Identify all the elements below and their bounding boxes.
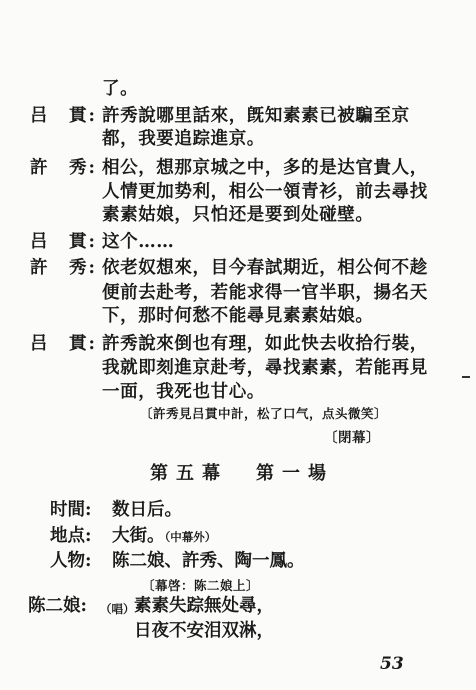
page-number: 53 bbox=[380, 654, 404, 674]
verse-line: 素素失踪無处尋， bbox=[134, 596, 274, 616]
line-text: 了。 bbox=[102, 79, 139, 99]
info-label: 地点: bbox=[50, 526, 92, 546]
line-text: 我就即刻進京赴考，尋找素素，若能再見 bbox=[102, 358, 428, 378]
scene-heading bbox=[150, 459, 334, 485]
speaker-label: 許 秀: bbox=[30, 158, 97, 178]
speaker-label: 吕 貫: bbox=[30, 106, 97, 126]
scene-title: 第一場 bbox=[256, 463, 334, 484]
info-text: 陈二娘、許秀、陶一鳳。 bbox=[112, 551, 305, 571]
curtain-direction: 〔閉幕〕 bbox=[324, 430, 380, 446]
speaker-label: 許 秀: bbox=[30, 258, 97, 278]
line-text: 一面，我死也甘心。 bbox=[102, 382, 265, 402]
margin-mark bbox=[462, 376, 470, 378]
line-text: 素素姑娘，只怕还是要到处碰壁。 bbox=[102, 205, 374, 225]
info-label: 时間: bbox=[50, 500, 92, 520]
line-text: 許秀說來倒也有理，如此快去收拾行裝， bbox=[102, 334, 428, 354]
info-text: 大街。（中幕外） bbox=[112, 526, 217, 546]
line-text: 依老奴想來，目今春試期近，相公何不趁 bbox=[102, 258, 428, 278]
line-text: 許秀說哪里話來，旣知素素已被騙至京 bbox=[102, 106, 410, 126]
line-text: 人情更加势利，相公一領青衫，前去尋找 bbox=[102, 182, 428, 202]
verse-line: 日夜不安泪双淋， bbox=[134, 621, 274, 641]
stage-direction: 〔許秀見吕貫中計，松了口气，点头微笑〕 bbox=[140, 406, 388, 421]
line-text: 便前去赴考，若能求得一官半职，揚名天 bbox=[102, 283, 428, 303]
sing-note: （唱） bbox=[100, 602, 135, 616]
line-text: 这个…… bbox=[102, 232, 175, 252]
act-title: 第五幕 bbox=[150, 463, 228, 484]
speaker-label: 陈二娘: bbox=[28, 596, 87, 616]
stage-direction: 〔幕啓：陈二娘上〕 bbox=[142, 578, 260, 593]
line-text: 相公，想那京城之中，多的是达官貴人， bbox=[102, 158, 428, 178]
speaker-label: 吕 貫: bbox=[30, 232, 97, 252]
line-text: 下，那时何愁不能尋見素素姑娘。 bbox=[102, 306, 374, 326]
line-text: 都，我要追踪進京。 bbox=[102, 129, 265, 149]
info-label: 人物: bbox=[50, 551, 92, 571]
speaker-label: 吕 貫: bbox=[30, 334, 97, 354]
info-text: 数日后。 bbox=[112, 500, 182, 520]
